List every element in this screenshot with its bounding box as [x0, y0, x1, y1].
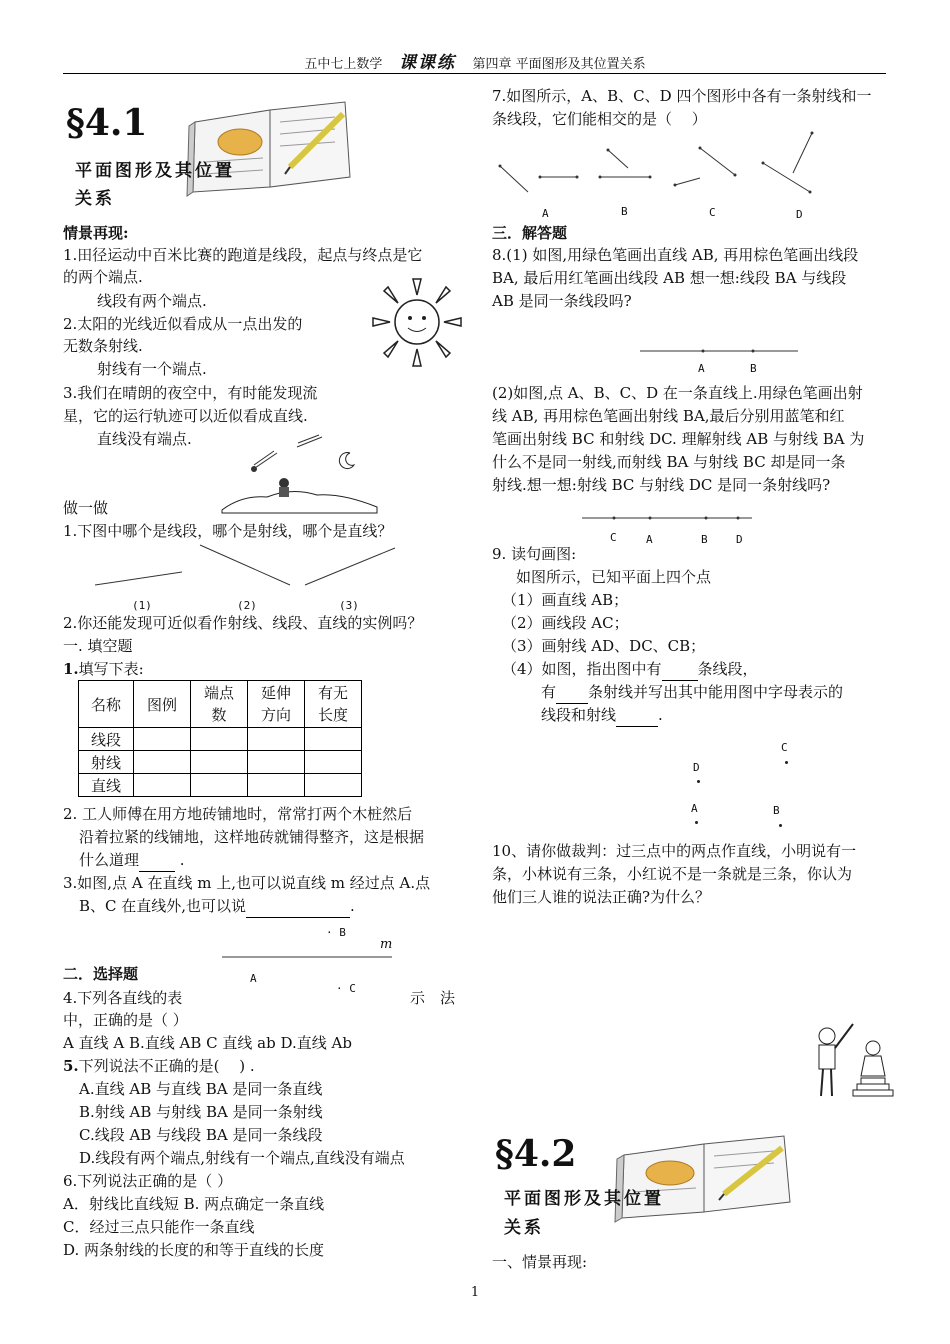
- question-8-line3: AB 是同一条线段吗?: [492, 292, 632, 310]
- q9-point-b: [779, 824, 782, 827]
- scene-3-line2: 星，它的运行轨迹可以近似看成直线.: [63, 407, 308, 425]
- table-cell[interactable]: [248, 728, 305, 751]
- table-cell[interactable]: [134, 751, 191, 774]
- scene-1-line2: 的两个端点.: [63, 268, 143, 286]
- section-2-scene: 一、情景再现:: [492, 1253, 588, 1271]
- solve-heading: 三．解答题: [492, 224, 568, 242]
- table-cell[interactable]: [191, 751, 248, 774]
- line-m-label: m: [380, 937, 393, 952]
- question-9-step-4b: 有 条射线并写出其中能用图中字母表示的: [541, 681, 843, 704]
- do-heading: 做一做: [63, 499, 109, 517]
- question-8b-line4: 什么不是同一射线,而射线 BA 与射线 BC 却是同一条: [492, 453, 846, 471]
- figure-line-types: [90, 540, 400, 590]
- header-rule: [63, 73, 886, 74]
- q8-label-b: B: [750, 362, 757, 375]
- section-2-title-line1: 平面图形及其位置: [504, 1189, 664, 1209]
- section-2-title-line2: 关系: [504, 1218, 544, 1238]
- q9-point-b-label: B: [773, 804, 780, 817]
- question-4-line2: 中，正确的是（ ）: [63, 1011, 188, 1029]
- question-9-intro: 如图所示，已知平面上四个点: [516, 568, 712, 586]
- fill-table: [78, 680, 362, 797]
- scene-1-line1: 1.田径运动中百米比赛的跑道是线段，起点与终点是它: [63, 246, 423, 264]
- table-row: [79, 774, 362, 797]
- answer-blank[interactable]: [246, 895, 350, 918]
- do-question-2: 2.你还能发现可近似看作射线、线段、直线的实例吗？: [63, 614, 423, 632]
- question-2-line2: 沿着拉紧的线铺地，这样地砖就铺得整齐，这是根据: [79, 828, 425, 846]
- scene-2-line2: 无数条射线.: [63, 337, 143, 355]
- question-2-line1: 2. 工人师傅在用方地砖铺地时，常常打两个木桩然后: [63, 805, 413, 823]
- question-6: 6.下列说法正确的是（ ）: [63, 1172, 233, 1190]
- table-row-label: 直线: [79, 774, 134, 797]
- answer-blank[interactable]: [616, 704, 658, 727]
- table-row: [79, 728, 362, 751]
- q9-point-a-label: A: [691, 802, 698, 815]
- question-8-line2: BA, 最后用红笔画出线段 AB 想一想:线段 BA 与线段: [492, 269, 847, 287]
- table-cell[interactable]: [191, 774, 248, 797]
- question-7-line2: 条线段，它们能相交的是（ ）: [492, 110, 707, 128]
- table-row: [79, 751, 362, 774]
- children-illustration: [805, 1018, 895, 1100]
- section-number: §4.1: [66, 102, 148, 144]
- fill-heading: 一. 填空题: [63, 637, 133, 655]
- question-9-title: 9. 读句画图:: [492, 545, 577, 563]
- q7-label-a: A: [542, 207, 549, 220]
- table-cell[interactable]: [134, 728, 191, 751]
- question-9-step-1: （1）画直线 AB；: [502, 591, 629, 609]
- q7-label-d: D: [796, 208, 803, 221]
- question-3-figure: [222, 955, 394, 959]
- question-8b-figure: [582, 516, 754, 520]
- answer-blank[interactable]: [556, 681, 588, 704]
- table-cell[interactable]: [248, 774, 305, 797]
- q7-label-b: B: [621, 205, 628, 218]
- question-9-step-3: （3）画射线 AD、DC、CB；: [502, 637, 706, 655]
- scene-2-note: 射线有一个端点.: [97, 360, 207, 378]
- answer-blank[interactable]: [662, 658, 698, 681]
- q8-label-a: A: [698, 362, 705, 375]
- question-5-option-c: C.线段 AB 与线段 BA 是同一条线段: [79, 1126, 323, 1144]
- q9-point-c-label: C: [781, 741, 788, 754]
- question-6-option-d: D. 两条射线的长度的和等于直线的长度: [63, 1241, 325, 1259]
- table-header-extension: 延伸 方向: [248, 681, 305, 728]
- question-8b-line3: 笔画出射线 BC 和射线 DC. 理解射线 AB 与射线 BA 为: [492, 430, 865, 448]
- scene-1-note: 线段有两个端点.: [97, 292, 207, 310]
- question-9-step-2: （2）画线段 AC；: [502, 614, 629, 632]
- scene-3-line1: 3.我们在晴朗的夜空中，有时能发现流: [63, 384, 318, 402]
- choice-heading: 二．选择题: [63, 965, 139, 983]
- table-header-name: 名称: [79, 681, 134, 728]
- q7-label-c: C: [709, 206, 716, 219]
- question-4-line1a: 4.下列各直线的表: [63, 989, 183, 1007]
- book-pen-icon: [612, 1130, 797, 1225]
- point-b-label: · B: [326, 926, 346, 939]
- scene-2-line1: 2.太阳的光线近似看成从一点出发的: [63, 315, 303, 333]
- q9-point-d-label: D: [693, 761, 700, 774]
- question-5-option-b: B.射线 AB 与射线 BA 是同一条射线: [79, 1103, 323, 1121]
- book-pen-icon: [185, 92, 355, 204]
- question-10-line3: 他们三人谁的说法正确?为什么？: [492, 888, 711, 906]
- q8b-label-d: D: [736, 533, 743, 546]
- table-row-label: 线段: [79, 728, 134, 751]
- page-number: 1: [470, 1285, 480, 1300]
- section-title-line1: 平面图形及其位置: [75, 161, 235, 181]
- figure-label-2: (2): [237, 599, 257, 612]
- table-cell[interactable]: [305, 774, 362, 797]
- question-5-option-d: D.线段有两个端点,射线有一个端点,直线没有端点: [79, 1149, 405, 1167]
- table-header-legend: 图例: [134, 681, 191, 728]
- table-cell[interactable]: [305, 728, 362, 751]
- header-chapter: 第四章 平面图形及其位置关系: [472, 57, 646, 72]
- question-3-line1: 3.如图,点 A 在直线 m 上,也可以说直线 m 经过点 A.点: [63, 874, 431, 892]
- question-10-line1: 10、请你做裁判：过三点中的两点作直线，小明说有一: [492, 842, 857, 860]
- scene-3-note: 直线没有端点.: [97, 430, 192, 448]
- question-8b-line1: (2)如图,点 A、B、C、D 在一条直线上.用绿色笔画出射: [492, 384, 863, 402]
- q9-point-a: [695, 821, 698, 824]
- q8b-label-b: B: [701, 533, 708, 546]
- q8b-label-c: C: [610, 531, 617, 544]
- header-brand: 课课练: [398, 53, 456, 73]
- header-school: 五中七上数学: [304, 57, 383, 72]
- question-7-line1: 7.如图所示，A、B、C、D 四个图形中各有一条射线和一: [492, 87, 872, 105]
- answer-blank[interactable]: [139, 849, 175, 872]
- question-4-options: A 直线 A B.直线 AB C 直线 ab D.直线 Ab: [63, 1034, 352, 1052]
- question-8b-line5: 射线.想一想:射线 BC 与射线 DC 是同一条射线吗?: [492, 476, 831, 494]
- question-6-option-ab: A．射线比直线短 B. 两点确定一条直线: [63, 1195, 325, 1213]
- question-10-line2: 条，小林说有三条，小红说不是一条就是三条，你认为: [492, 865, 853, 883]
- table-cell[interactable]: [248, 751, 305, 774]
- table-header-endpoints: 端点 数: [191, 681, 248, 728]
- question-1-number: 1.: [63, 660, 79, 678]
- table-cell[interactable]: [305, 751, 362, 774]
- question-1-text: 填写下表:: [78, 660, 144, 678]
- point-a-label: A: [250, 972, 257, 985]
- q9-point-c: [785, 761, 788, 764]
- question-1: [63, 658, 144, 680]
- q8b-label-a: A: [646, 533, 653, 546]
- question-8b-line2: 线 AB, 再用棕色笔画出射线 BA,最后分别用蓝笔和红: [492, 407, 845, 425]
- question-6-option-c: C．经过三点只能作一条直线: [63, 1218, 255, 1236]
- sun-icon: [370, 275, 465, 370]
- figure-label-3: (3): [339, 599, 359, 612]
- question-8-figure: [640, 349, 800, 353]
- section-title-line2: 关系: [75, 189, 115, 209]
- question-7-figures: [495, 128, 830, 203]
- section-2-number: §4.2: [495, 1133, 577, 1175]
- night-sky-illustration: [222, 435, 382, 515]
- question-3-line2: B、C 在直线外,也可以说 .: [79, 895, 355, 918]
- question-2-line3: 什么道理 .: [79, 849, 185, 872]
- question-5-option-a: A.直线 AB 与直线 BA 是同一条直线: [79, 1080, 323, 1098]
- table-row-label: 射线: [79, 751, 134, 774]
- question-8-line1: 8.(1) 如图,用绿色笔画出直线 AB, 再用棕色笔画出线段: [492, 246, 859, 264]
- figure-label-1: (1): [132, 599, 152, 612]
- question-4-line1b: 示 法: [410, 989, 456, 1007]
- table-header-length: 有无 长度: [305, 681, 362, 728]
- do-question-1: 1.下图中哪个是线段，哪个是射线，哪个是直线？: [63, 522, 393, 540]
- point-c-label: · C: [336, 982, 356, 995]
- question-5: 5.下列说法不正确的是( ) .: [63, 1057, 255, 1075]
- q9-point-d: [697, 780, 700, 783]
- scene-heading: 情景再现:: [63, 224, 129, 242]
- table-cell[interactable]: [134, 774, 191, 797]
- table-cell[interactable]: [191, 728, 248, 751]
- question-9-step-4a: （4）如图，指出图中有 条线段，: [502, 658, 758, 681]
- question-9-step-4c: 线段和射线 .: [541, 704, 663, 727]
